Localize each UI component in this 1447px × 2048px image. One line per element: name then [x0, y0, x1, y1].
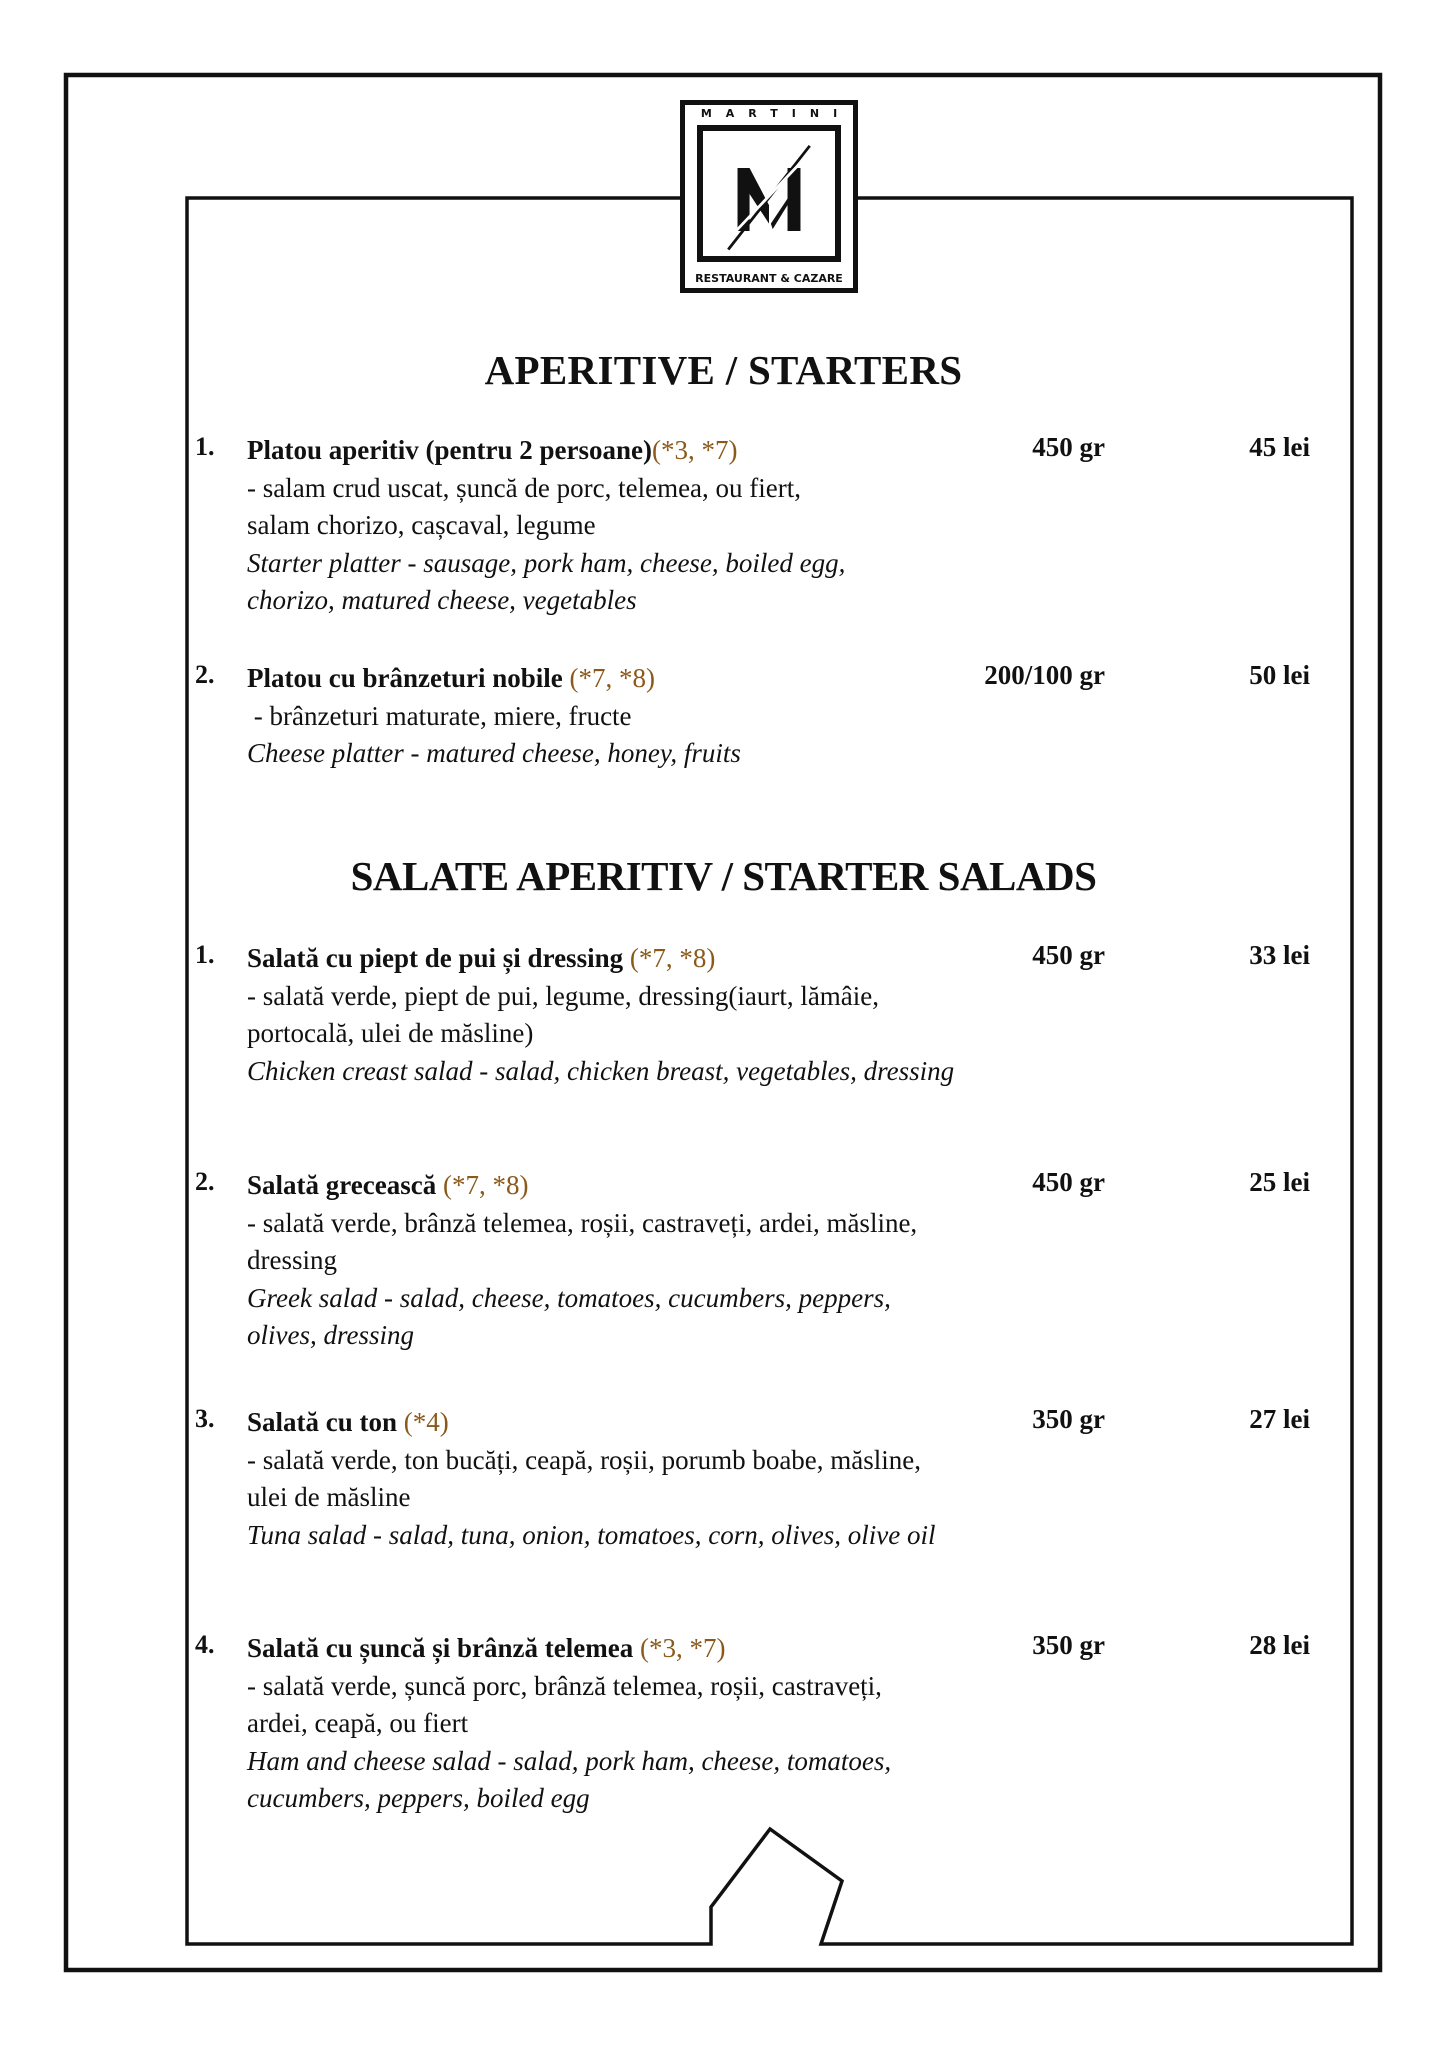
item-number: 3.: [195, 1404, 215, 1433]
m-monogram-icon: [703, 131, 835, 256]
item-name: Salată grecească: [247, 1170, 443, 1200]
item-weight: 200/100 gr: [984, 660, 1105, 690]
item-description-en: Starter platter - sausage, pork ham, cheese, boiled egg, chorizo, matured cheese, vegetables: [247, 547, 846, 615]
item-weight: 450 gr: [1032, 1167, 1105, 1197]
item-allergens: (*7, *8): [629, 943, 716, 973]
section-title-starter-salads: SALATE APERITIV / STARTER SALADS: [350, 853, 1097, 899]
item-description-en: Greek salad - salad, cheese, tomatoes, cucumbers, peppers, olives, dressing: [247, 1282, 891, 1350]
item-number: 1.: [195, 940, 215, 969]
section-title-starters: APERITIVE / STARTERS: [484, 347, 963, 393]
item-name: Platou cu brânzeturi nobile: [247, 663, 570, 693]
item-name: Salată cu piept de pui și dressing: [247, 943, 630, 973]
logo-emblem: [697, 125, 841, 262]
item-description-en: Tuna salad - salad, tuna, onion, tomatoes, corn, olives, olive oil: [247, 1519, 936, 1550]
item-weight: 350 gr: [1032, 1404, 1105, 1434]
item-description-ro: - salată verde, brânză telemea, roșii, castraveți, ardei, măsline, dressing: [247, 1207, 918, 1275]
item-description-ro: - salată verde, șuncă porc, brânză telemea, roșii, castraveți, ardei, ceapă, ou fiert: [247, 1670, 882, 1738]
item-name-line: [247, 660, 1007, 698]
item-allergens: (*4): [403, 1407, 449, 1437]
logo-top-text: MARTINI: [700, 107, 852, 120]
item-description-en: Ham and cheese salad - salad, pork ham, cheese, tomatoes, cucumbers, peppers, boiled egg: [247, 1745, 892, 1813]
item-price: 25 lei: [1249, 1167, 1310, 1197]
restaurant-logo: [680, 100, 858, 293]
item-weight: 450 gr: [1032, 940, 1105, 970]
item-number: 2.: [195, 660, 215, 689]
item-number: 1.: [195, 432, 215, 461]
item-allergens: (*7, *8): [442, 1170, 529, 1200]
item-description-ro: - brânzeturi maturate, miere, fructe: [247, 700, 632, 731]
item-weight: 450 gr: [1032, 432, 1105, 462]
item-name-line: [247, 1404, 1007, 1442]
item-number: 4.: [195, 1630, 215, 1659]
item-price: 50 lei: [1249, 660, 1310, 690]
item-name: Salată cu ton: [247, 1407, 404, 1437]
item-allergens: (*7, *8): [569, 663, 655, 693]
logo-bottom-text: RESTAURANT & CAZARE: [695, 272, 843, 285]
item-name: Platou aperitiv (pentru 2 persoane): [247, 435, 652, 465]
item-price: 28 lei: [1249, 1630, 1310, 1660]
item-description-en: Cheese platter - matured cheese, honey, fruits: [247, 738, 741, 768]
item-price: 45 lei: [1249, 432, 1310, 462]
item-description-ro: - salată verde, ton bucăți, ceapă, roșii, porumb boabe, măsline, ulei de măsline: [247, 1444, 922, 1512]
item-price: 27 lei: [1249, 1404, 1310, 1434]
item-description-ro: - salam crud uscat, șuncă de porc, telemea, ou fiert, salam chorizo, cașcaval, legume: [247, 472, 802, 540]
item-weight: 350 gr: [1032, 1630, 1105, 1660]
item-name-line: [247, 432, 1007, 470]
item-allergens: (*3, *7): [639, 1633, 726, 1663]
item-name: Salată cu șuncă și brânză telemea: [247, 1633, 640, 1663]
item-name-line: [247, 1167, 1007, 1205]
item-name-line: [247, 940, 1007, 978]
item-description-en: Chicken creast salad - salad, chicken breast, vegetables, dressing: [247, 1055, 955, 1086]
item-allergens: (*3, *7): [651, 435, 738, 465]
item-name-line: [247, 1630, 1007, 1668]
item-price: 33 lei: [1249, 940, 1310, 970]
item-number: 2.: [195, 1167, 215, 1196]
item-description-ro: - salată verde, piept de pui, legume, dressing(iaurt, lămâie, portocală, ulei de măsline): [247, 980, 880, 1048]
